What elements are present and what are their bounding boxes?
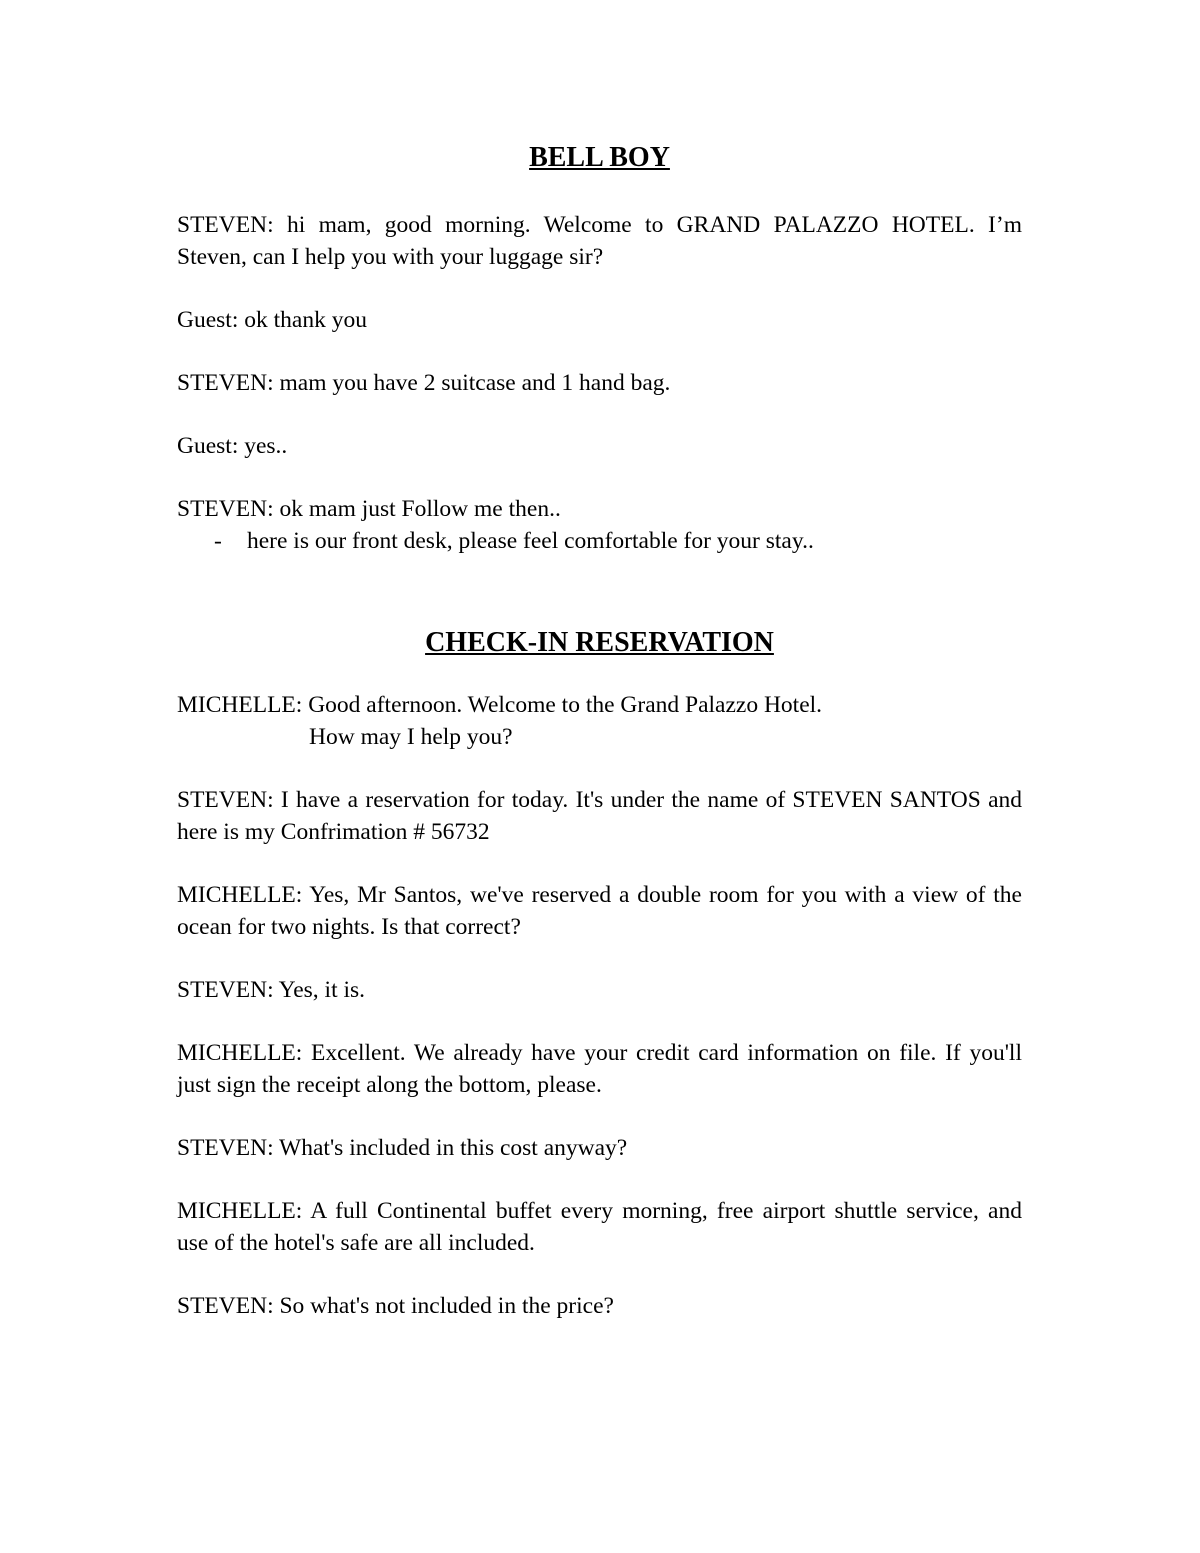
dialogue-line <box>177 689 1022 753</box>
dialogue-line: STEVEN: What's included in this cost anyway? <box>177 1135 628 1161</box>
dialogue-line: STEVEN: mam you have 2 suitcase and 1 hand bag. <box>177 370 671 396</box>
bullet-item <box>177 525 1022 557</box>
bullet-text: here is our front desk, please feel comfortable for your stay.. <box>247 528 814 554</box>
greeting-continuation: How may I help you? <box>309 724 513 750</box>
dialogue-line: STEVEN: hi mam, good morning. Welcome to GRAND PALAZZO HOTEL. I’m Steven, can I help you with your luggage sir? <box>177 212 1022 270</box>
dialogue-line: STEVEN: I have a reservation for today. It's under the name of STEVEN SANTOS and here is my Confrimation # 56732 <box>177 787 1022 845</box>
dialogue-line: Guest: ok thank you <box>177 307 367 333</box>
section-heading-check-in: CHECK-IN RESERVATION <box>425 627 774 658</box>
dialogue-line: MICHELLE: A full Continental buffet every morning, free airport shuttle service, and use of the hotel's safe are all included. <box>177 1198 1022 1256</box>
section-heading-bell-boy: BELL BOY <box>529 142 670 173</box>
bullet-marker: - <box>214 528 222 554</box>
dialogue-line: MICHELLE: Yes, Mr Santos, we've reserved a double room for you with a view of the ocean for two nights. Is that correct? <box>177 882 1022 940</box>
dialogue-line: Guest: yes.. <box>177 433 288 459</box>
document-body <box>177 138 1022 1353</box>
dialogue-line: MICHELLE: Excellent. We already have your credit card information on file. If you'll just sign the receipt along the bottom, please. <box>177 1040 1022 1098</box>
greeting-text: MICHELLE: Good afternoon. Welcome to the Grand Palazzo Hotel. <box>177 692 823 718</box>
dialogue-line: STEVEN: ok mam just Follow me then.. <box>177 496 561 522</box>
dialogue-line: STEVEN: Yes, it is. <box>177 977 366 1003</box>
dialogue-line: STEVEN: So what's not included in the price? <box>177 1293 614 1319</box>
